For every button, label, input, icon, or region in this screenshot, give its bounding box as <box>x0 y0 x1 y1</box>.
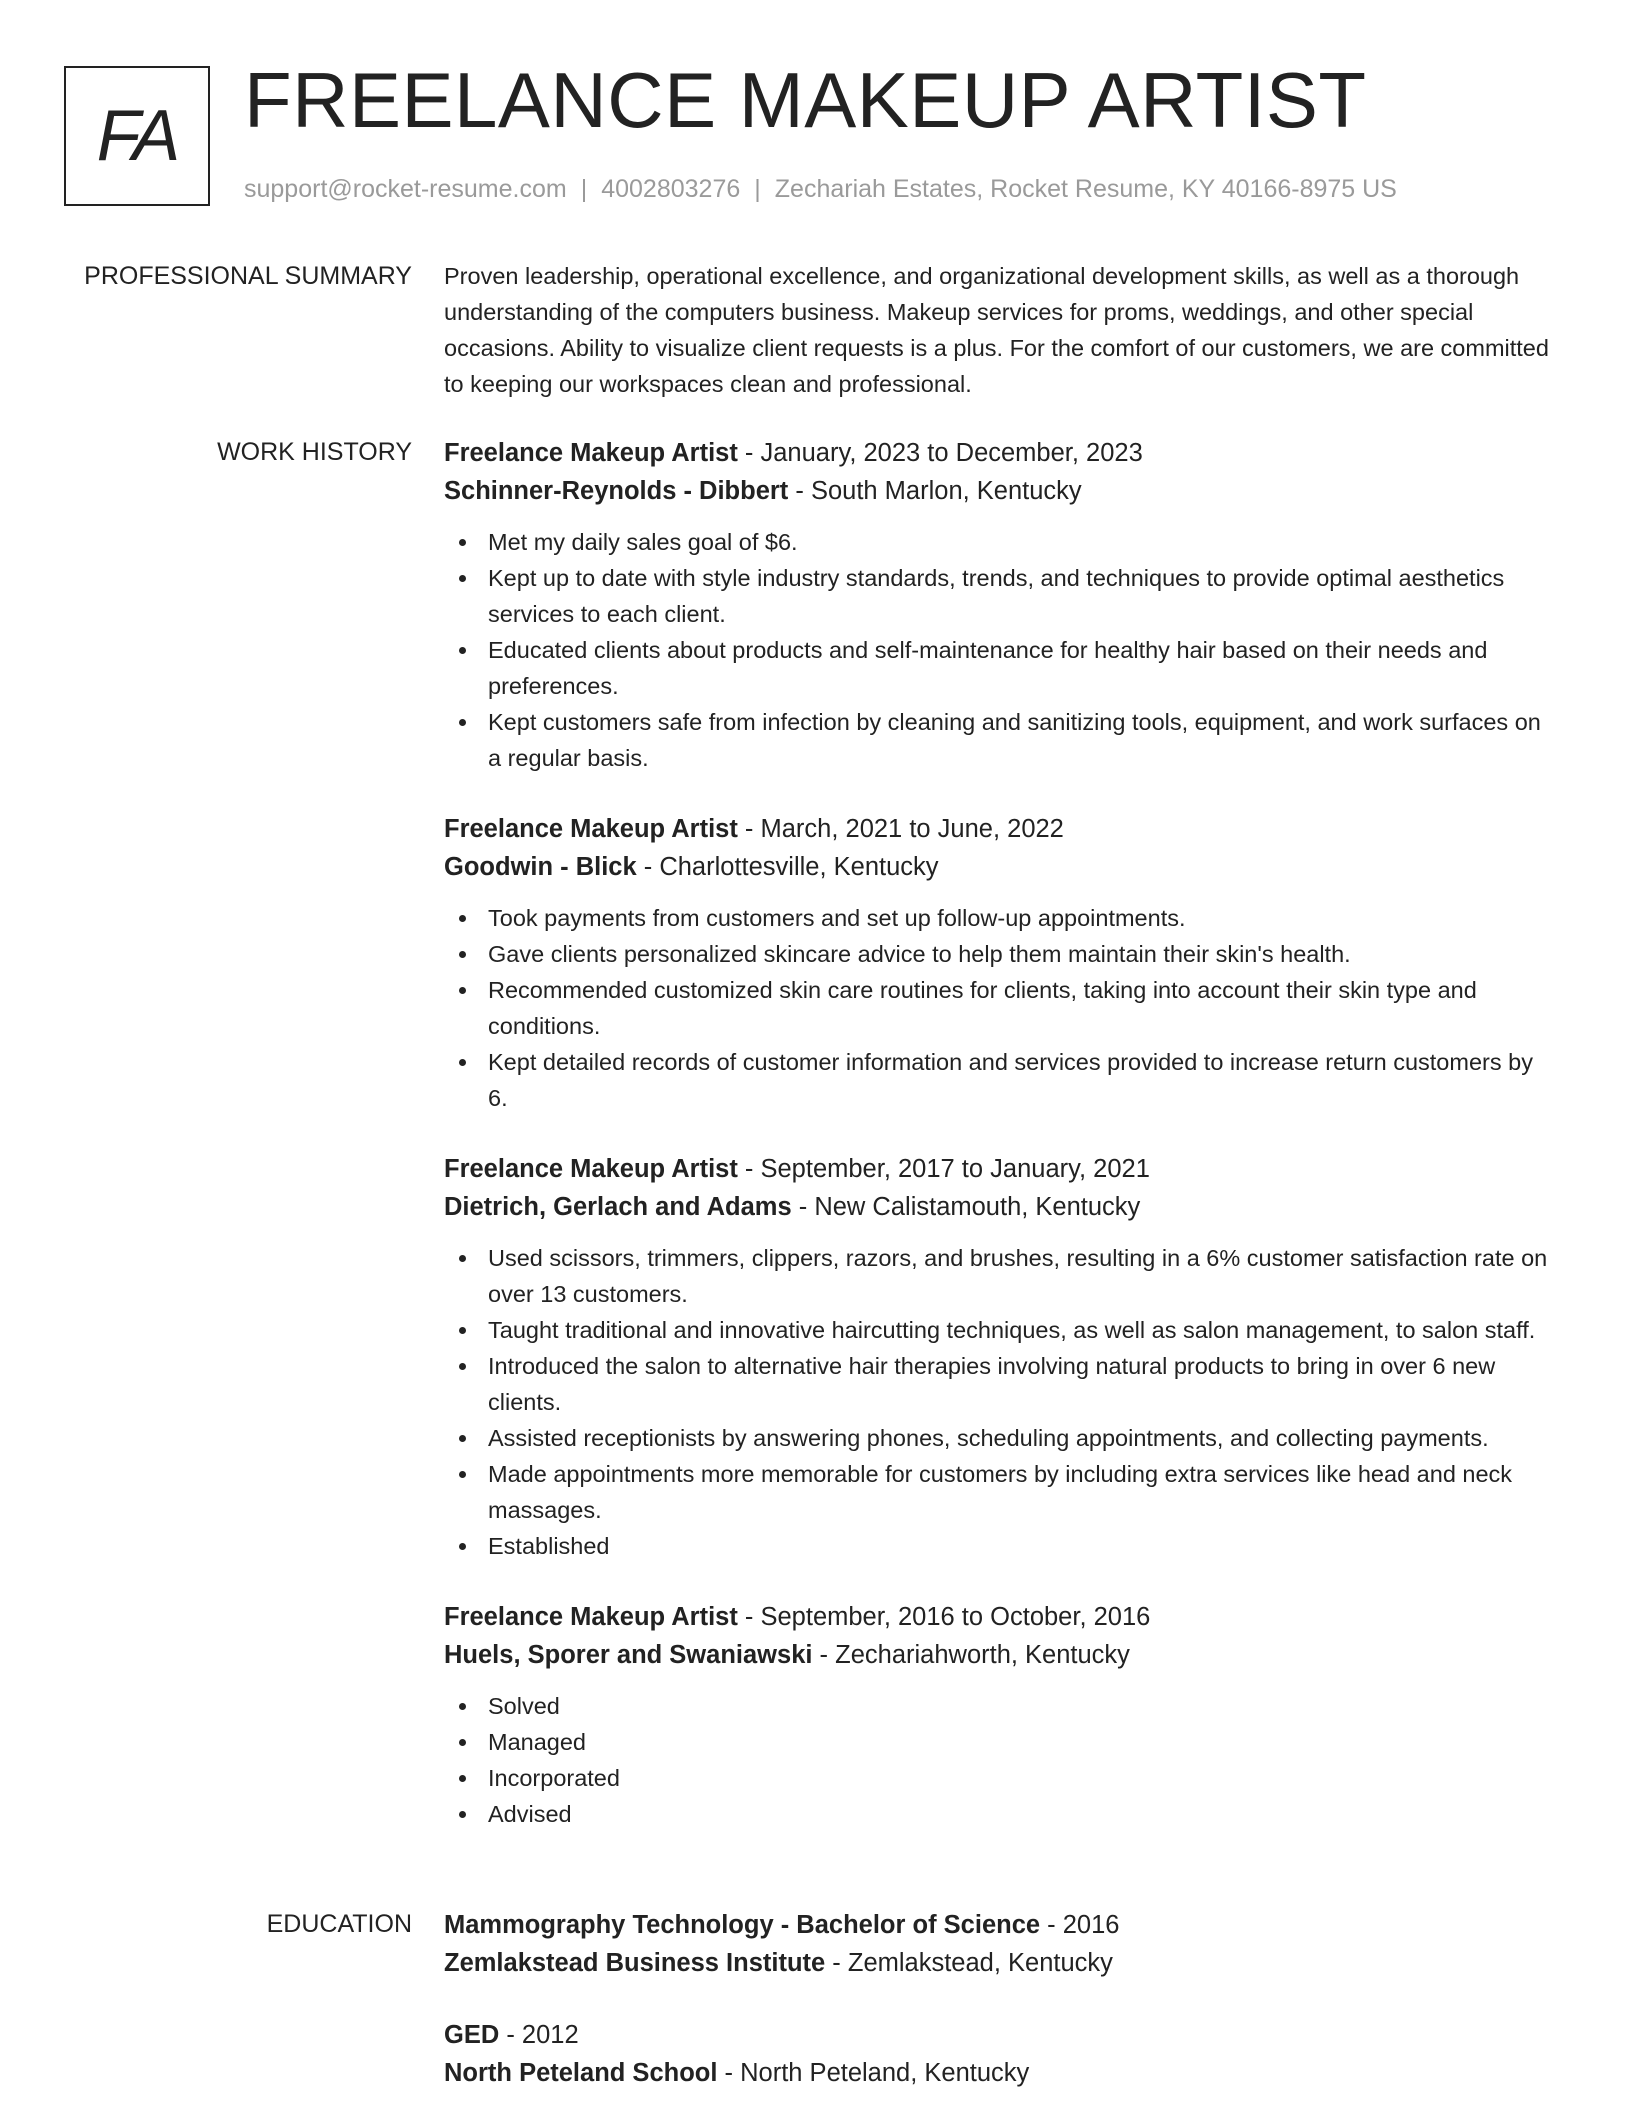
job-title: Freelance Makeup Artist <box>444 815 738 843</box>
bullet-item: Educated clients about products and self-maintenance for healthy hair based on their needs and preferences. <box>444 632 1554 704</box>
job-location: - Charlottesville, Kentucky <box>636 853 939 881</box>
contact-phone[interactable]: 4002803276 <box>601 175 741 203</box>
bullet-item: Taught traditional and innovative haircutting techniques, as well as salon management, to salon staff. <box>444 1312 1554 1348</box>
education-location: - Zemlakstead, Kentucky <box>825 1949 1113 1977</box>
education-school: Zemlakstead Business Institute <box>444 1949 826 1977</box>
job-company: Goodwin - Blick <box>444 853 637 881</box>
bullet-item: Assisted receptionists by answering phones, scheduling appointments, and collecting payments. <box>444 1420 1554 1456</box>
section-label-education: EDUCATION <box>266 1910 412 1938</box>
bullet-item: Took payments from customers and set up follow-up appointments. <box>444 900 1554 936</box>
job-bullets <box>444 1240 1554 1564</box>
education-year: - 2012 <box>499 2021 579 2049</box>
job-bullets <box>444 524 1554 776</box>
contact-separator: | <box>754 175 761 203</box>
bullet-item: Met my daily sales goal of $6. <box>444 524 1554 560</box>
job-title-line <box>444 434 1554 472</box>
job-entry <box>444 1150 1554 1564</box>
section-label-summary: PROFESSIONAL SUMMARY <box>84 262 412 290</box>
monogram-logo <box>64 66 210 206</box>
education-location: - North Peteland, Kentucky <box>717 2059 1030 2087</box>
contact-line <box>244 174 1397 204</box>
education-body <box>444 1906 1554 2126</box>
bullet-item: Established <box>444 1528 1554 1564</box>
bullet-item: Made appointments more memorable for customers by including extra services like head and neck massages. <box>444 1456 1554 1528</box>
bullet-item: Managed <box>444 1724 1554 1760</box>
job-company-line <box>444 472 1554 510</box>
job-company: Dietrich, Gerlach and Adams <box>444 1193 792 1221</box>
education-degree-line <box>444 2016 1554 2054</box>
bullet-item: Kept up to date with style industry standards, trends, and techniques to provide optimal aesthetics services to each client. <box>444 560 1554 632</box>
education-year: - 2016 <box>1040 1911 1120 1939</box>
job-title: Freelance Makeup Artist <box>444 439 738 467</box>
job-company-line <box>444 1188 1554 1226</box>
work-history-body <box>444 434 1554 1866</box>
bullet-item: Used scissors, trimmers, clippers, razors, and brushes, resulting in a 6% customer satisfaction rate on over 13 customers. <box>444 1240 1554 1312</box>
job-dates: - March, 2021 to June, 2022 <box>737 815 1064 843</box>
education-degree-line <box>444 1906 1554 1944</box>
contact-email[interactable]: support@rocket-resume.com <box>244 175 567 203</box>
job-location: - South Marlon, Kentucky <box>788 477 1082 505</box>
education-school: North Peteland School <box>444 2059 718 2087</box>
summary-text: Proven leadership, operational excellence, and organizational development skills, as well as a thorough understanding of the computers business. Makeup services for proms, weddings, and other special occasions. Ability to visualize client requests is a plus. For the comfort of our customers, we are committed to keeping our workspaces clean and professional. <box>444 263 1549 397</box>
section-label-work-history: WORK HISTORY <box>217 438 412 466</box>
bullet-item: Gave clients personalized skincare advice to help them maintain their skin's health. <box>444 936 1554 972</box>
bullet-item: Advised <box>444 1796 1554 1832</box>
job-company: Schinner-Reynolds - Dibbert <box>444 477 789 505</box>
job-title-line <box>444 1598 1554 1636</box>
education-school-line <box>444 1944 1554 1982</box>
education-degree: Mammography Technology - Bachelor of Science <box>444 1911 1041 1939</box>
job-bullets <box>444 1688 1554 1832</box>
contact-separator: | <box>580 175 588 203</box>
contact-address: Zechariah Estates, Rocket Resume, KY 40166-8975 US <box>774 175 1397 203</box>
job-entry <box>444 1598 1554 1832</box>
education-entry <box>444 1906 1554 1982</box>
job-title: Freelance Makeup Artist <box>444 1155 738 1183</box>
education-degree: GED <box>444 2021 500 2049</box>
page-title: FREELANCE MAKEUP ARTIST <box>244 56 1367 144</box>
job-title-line <box>444 810 1554 848</box>
bullet-item: Kept detailed records of customer information and services provided to increase return customers by 6. <box>444 1044 1554 1116</box>
job-company: Huels, Sporer and Swaniawski <box>444 1641 813 1669</box>
bullet-item: Solved <box>444 1688 1554 1724</box>
job-title: Freelance Makeup Artist <box>444 1603 738 1631</box>
education-entry <box>444 2016 1554 2092</box>
bullet-item: Recommended customized skin care routines for clients, taking into account their skin type and conditions. <box>444 972 1554 1044</box>
job-company-line <box>444 1636 1554 1674</box>
bullet-item: Incorporated <box>444 1760 1554 1796</box>
job-entry <box>444 434 1554 776</box>
job-company-line <box>444 848 1554 886</box>
monogram-initials: FA <box>96 96 178 176</box>
job-entry <box>444 810 1554 1116</box>
job-location: - New Calistamouth, Kentucky <box>791 1193 1141 1221</box>
bullet-item: Introduced the salon to alternative hair therapies involving natural products to bring in over 6 new clients. <box>444 1348 1554 1420</box>
job-title-line <box>444 1150 1554 1188</box>
job-dates: - September, 2017 to January, 2021 <box>737 1155 1150 1183</box>
job-bullets <box>444 900 1554 1116</box>
job-dates: - January, 2023 to December, 2023 <box>737 439 1143 467</box>
education-school-line <box>444 2054 1554 2092</box>
bullet-item: Kept customers safe from infection by cleaning and sanitizing tools, equipment, and work surfaces on a regular basis. <box>444 704 1554 776</box>
summary-body <box>444 258 1554 402</box>
job-dates: - September, 2016 to October, 2016 <box>737 1603 1151 1631</box>
job-location: - Zechariahworth, Kentucky <box>812 1641 1130 1669</box>
